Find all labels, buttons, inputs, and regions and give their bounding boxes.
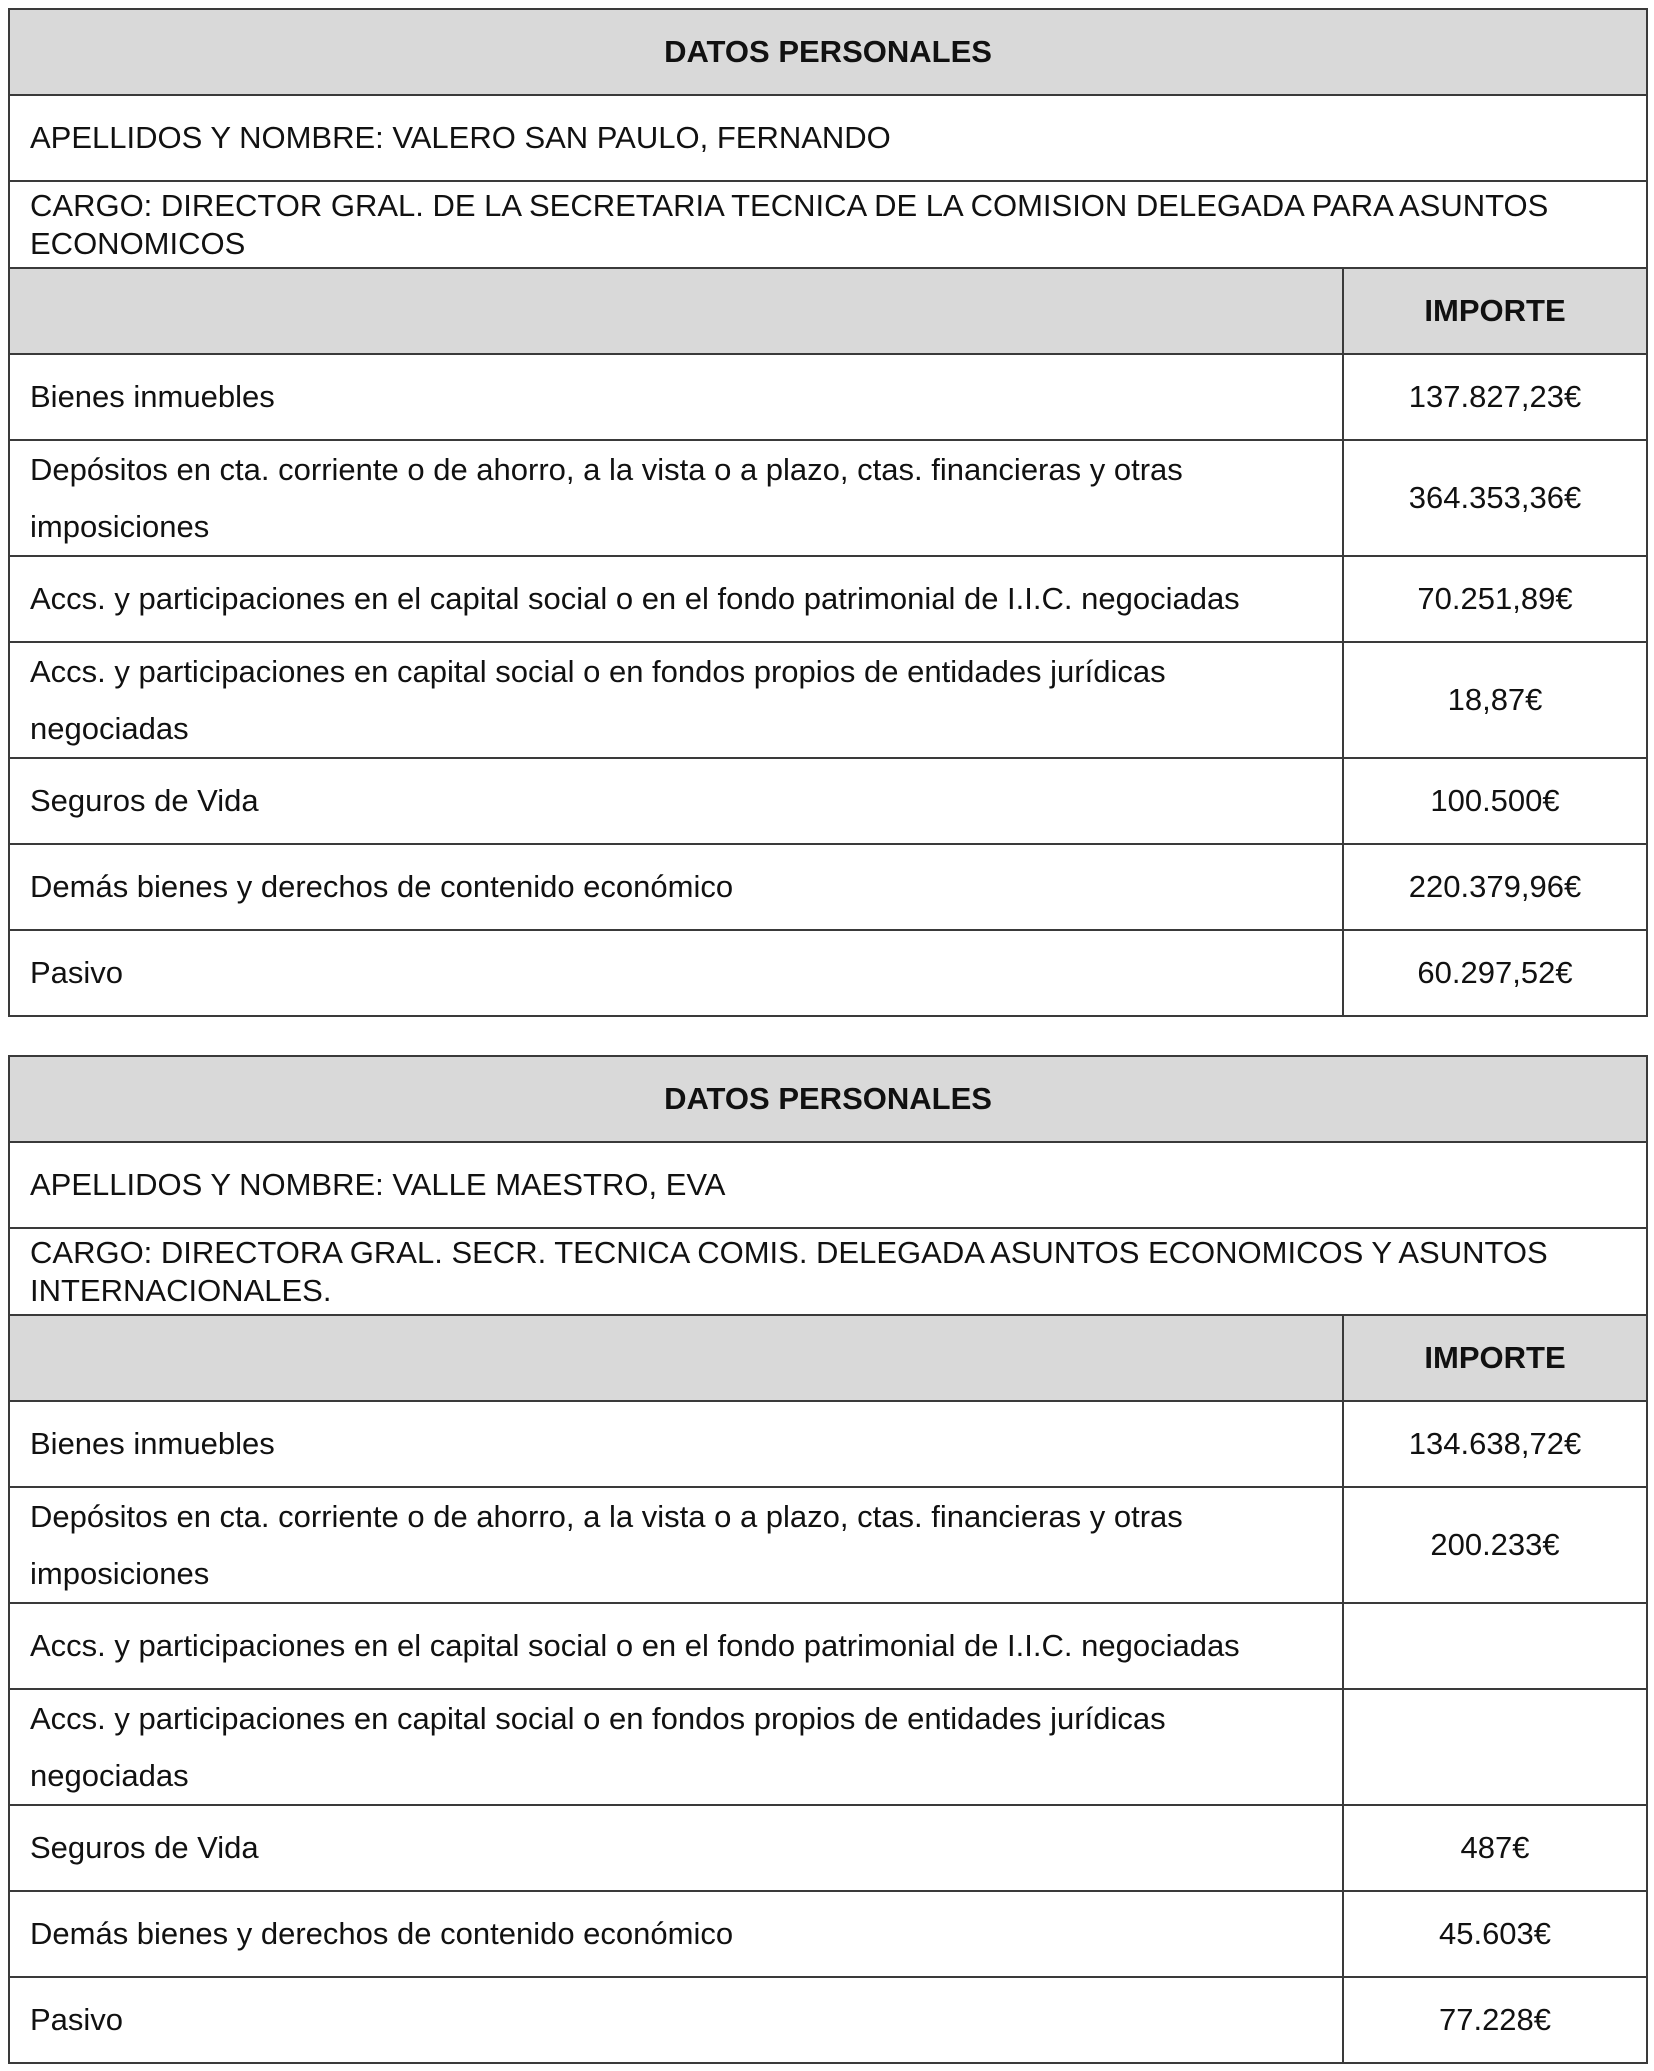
row-value: 220.379,96€ [1343,844,1647,930]
column-header-blank [9,1315,1343,1401]
row-value: 45.603€ [1343,1891,1647,1977]
name-field: APELLIDOS Y NOMBRE: VALLE MAESTRO, EVA [9,1142,1647,1228]
row-label: Depósitos en cta. corriente o de ahorro, a la vista o a plazo, ctas. financieras y otras imposiciones [9,440,1343,556]
cargo-row [9,181,1647,268]
row-value: 18,87€ [1343,642,1647,758]
section-title: DATOS PERSONALES [9,1056,1647,1142]
table-row [9,930,1647,1016]
row-value: 200.233€ [1343,1487,1647,1603]
row-value [1343,1689,1647,1805]
row-value: 70.251,89€ [1343,556,1647,642]
row-value: 364.353,36€ [1343,440,1647,556]
row-label: Accs. y participaciones en capital social o en fondos propios de entidades jurídicas negociadas [9,1689,1343,1805]
column-header-row [9,1315,1647,1401]
row-value: 134.638,72€ [1343,1401,1647,1487]
section-title: DATOS PERSONALES [9,9,1647,95]
cargo-field: CARGO: DIRECTORA GRAL. SECR. TECNICA COMIS. DELEGADA ASUNTOS ECONOMICOS Y ASUNTOS INTERNACIONALES. [9,1228,1647,1315]
column-header-importe: IMPORTE [1343,1315,1647,1401]
row-label: Seguros de Vida [9,1805,1343,1891]
row-value: 60.297,52€ [1343,930,1647,1016]
row-label: Seguros de Vida [9,758,1343,844]
table-row [9,1977,1647,2063]
row-label: Bienes inmuebles [9,354,1343,440]
row-value [1343,1603,1647,1689]
table-row [9,642,1647,758]
row-value: 487€ [1343,1805,1647,1891]
table-row [9,758,1647,844]
name-row [9,1142,1647,1228]
table-row [9,1603,1647,1689]
row-value: 77.228€ [1343,1977,1647,2063]
name-row [9,95,1647,181]
row-value: 100.500€ [1343,758,1647,844]
name-field: APELLIDOS Y NOMBRE: VALERO SAN PAULO, FERNANDO [9,95,1647,181]
row-label: Accs. y participaciones en capital social o en fondos propios de entidades jurídicas negociadas [9,642,1343,758]
row-label: Depósitos en cta. corriente o de ahorro, a la vista o a plazo, ctas. financieras y otras imposiciones [9,1487,1343,1603]
declaration-table [8,1055,1648,2064]
row-label: Accs. y participaciones en el capital social o en el fondo patrimonial de I.I.C. negociadas [9,556,1343,642]
row-label: Pasivo [9,1977,1343,2063]
section-header-row [9,1056,1647,1142]
column-header-importe: IMPORTE [1343,268,1647,354]
cargo-field: CARGO: DIRECTOR GRAL. DE LA SECRETARIA TECNICA DE LA COMISION DELEGADA PARA ASUNTOS ECONOMICOS [9,181,1647,268]
row-label: Pasivo [9,930,1343,1016]
table-row [9,1891,1647,1977]
row-label: Bienes inmuebles [9,1401,1343,1487]
table-row [9,1487,1647,1603]
row-label: Accs. y participaciones en el capital social o en el fondo patrimonial de I.I.C. negociadas [9,1603,1343,1689]
column-header-blank [9,268,1343,354]
cargo-row [9,1228,1647,1315]
row-label: Demás bienes y derechos de contenido económico [9,844,1343,930]
table-row [9,556,1647,642]
table-row [9,1401,1647,1487]
row-value: 137.827,23€ [1343,354,1647,440]
row-label: Demás bienes y derechos de contenido económico [9,1891,1343,1977]
table-row [9,354,1647,440]
table-row [9,1689,1647,1805]
section-header-row [9,9,1647,95]
declaration-table [8,8,1648,1017]
column-header-row [9,268,1647,354]
table-row [9,1805,1647,1891]
table-row [9,844,1647,930]
table-row [9,440,1647,556]
